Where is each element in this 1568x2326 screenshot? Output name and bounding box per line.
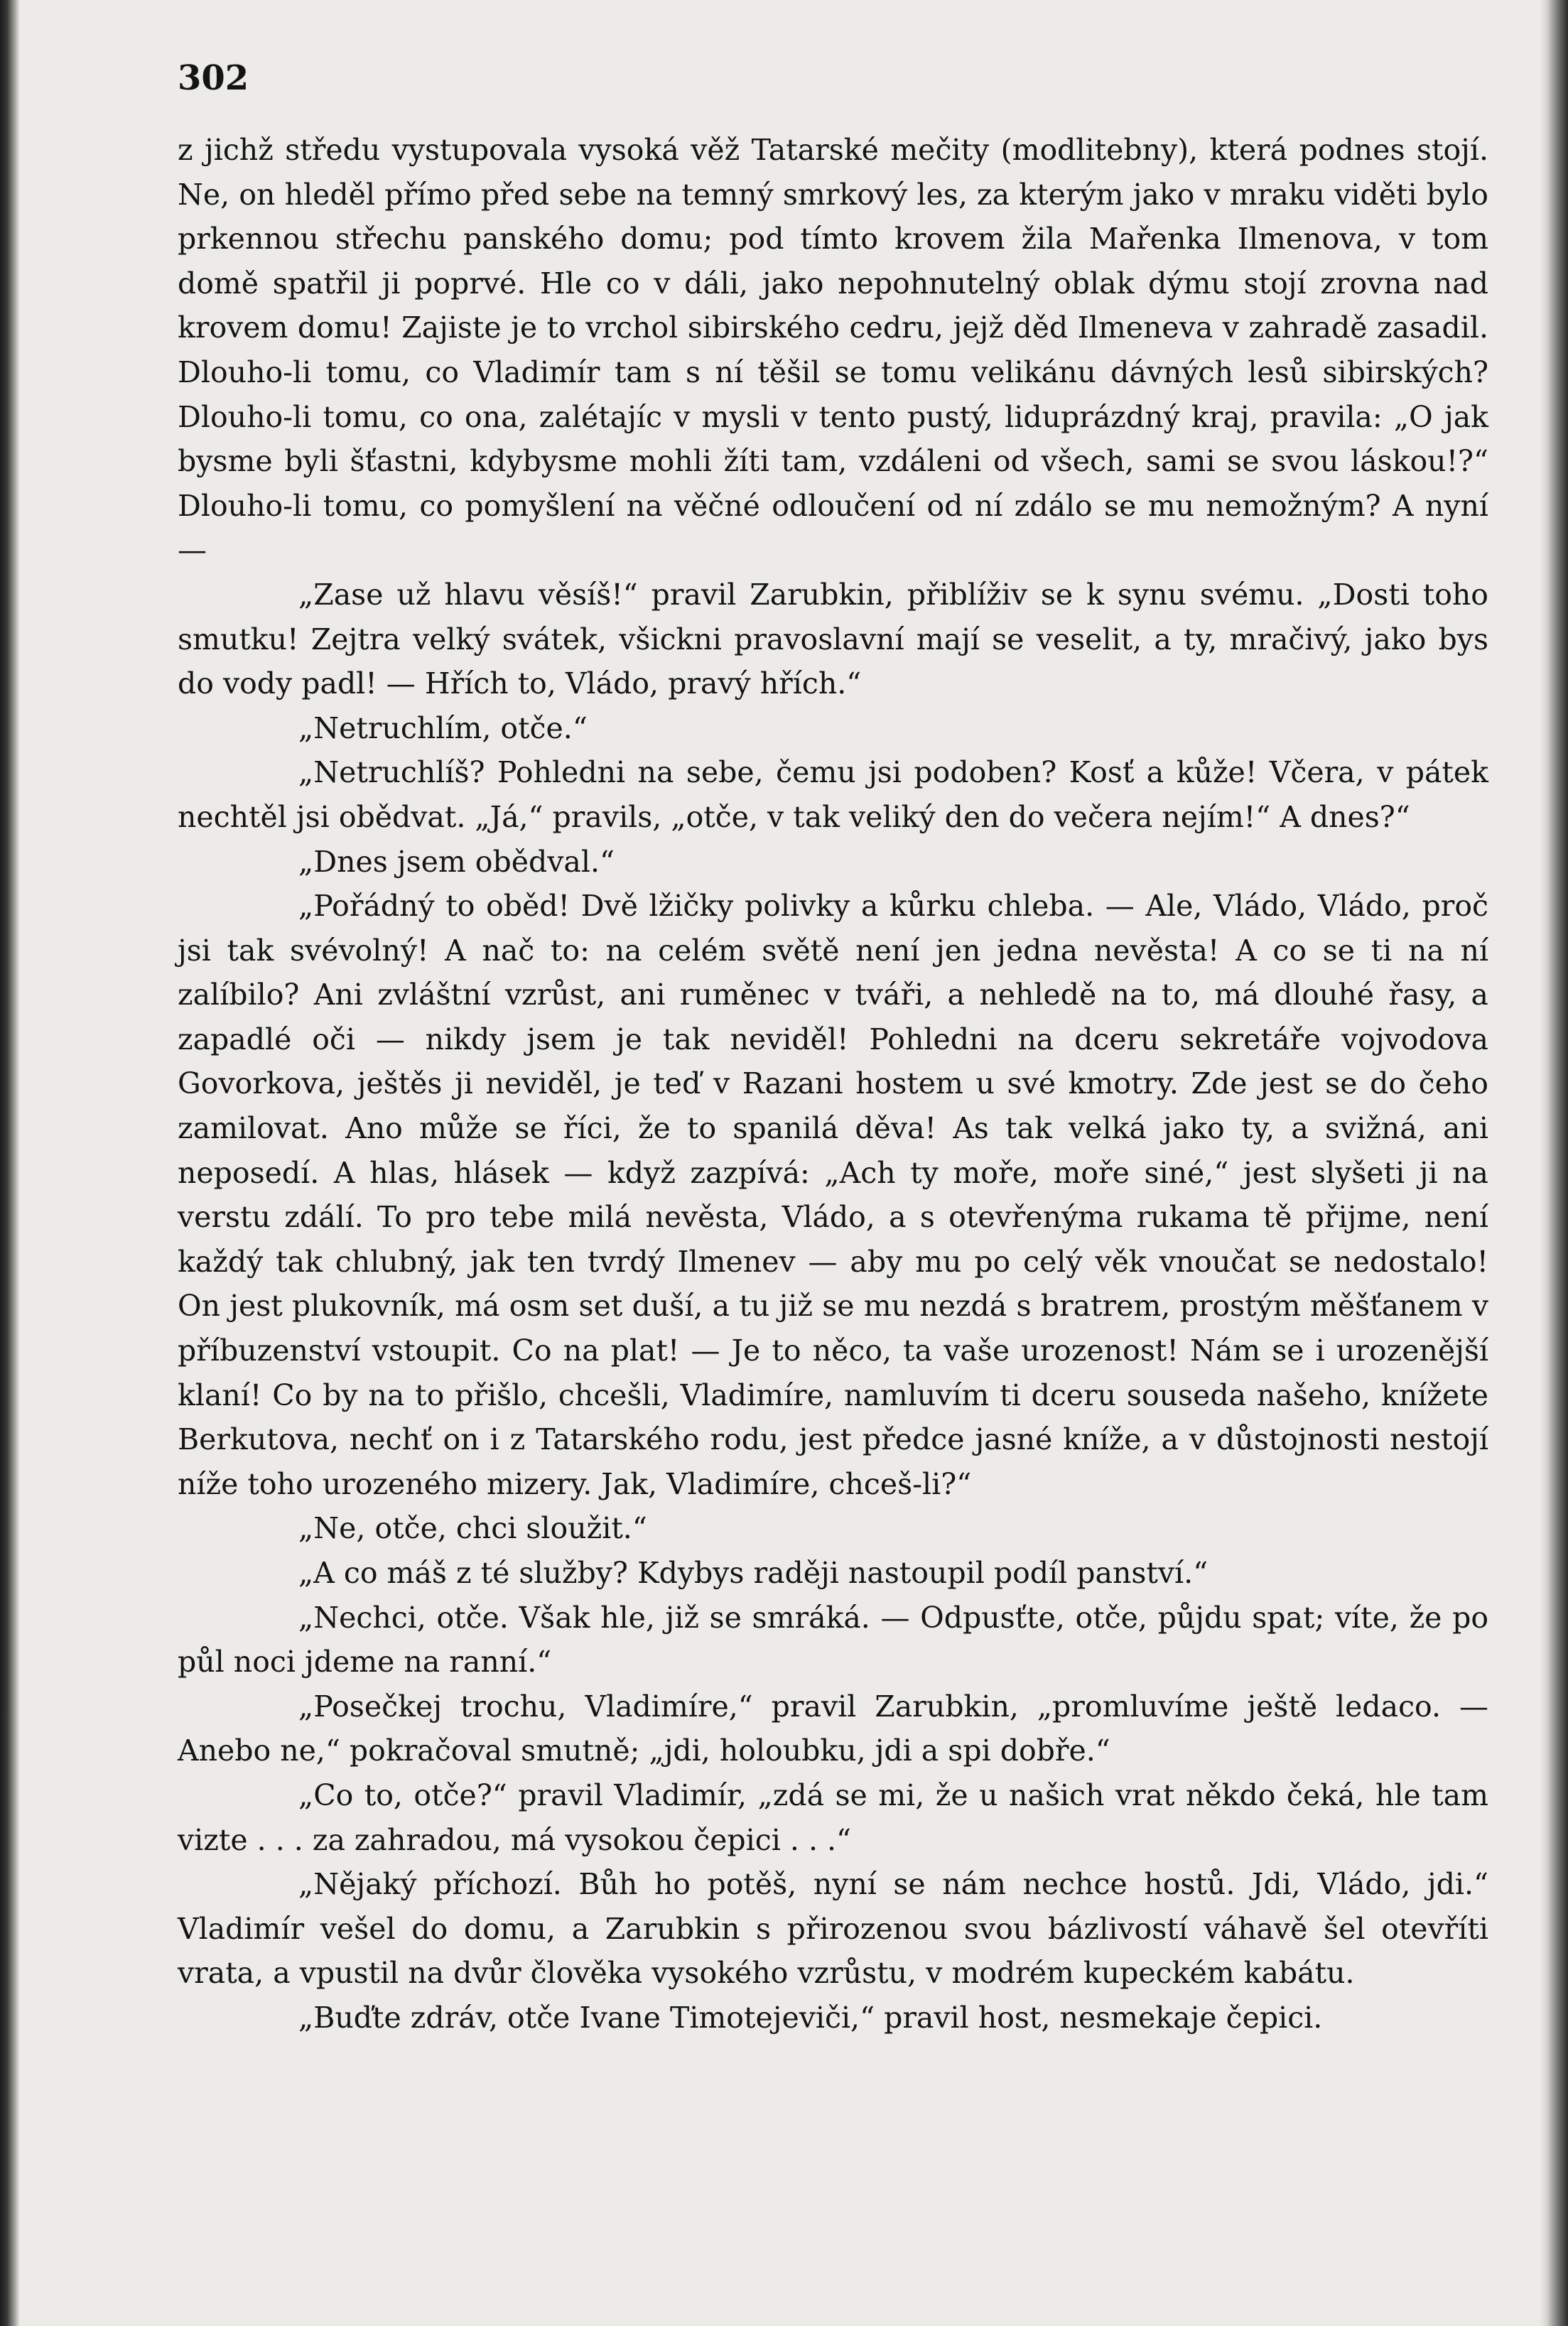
body-text	[178, 128, 1488, 2040]
paragraph: „Netruchlíš? Pohledni na sebe, čemu jsi podoben? Kosť a kůže! Včera, v pátek nechtěl jsi obědvat. „Já,“ pravils, „otče, v tak veliký den do večera nejím!“ A dnes?“	[178, 755, 1488, 834]
paragraph: „Pořádný to oběd! Dvě lžičky polivky a kůrku chleba. — Ale, Vládo, Vládo, proč jsi tak svévolný! A nač to: na celém světě není jen jedna nevěsta! A co se ti na ní zalíbilo? Ani zvláštní vzrůst, ani ruměnec v tváři, a nehledě na to, má dlouhé řasy, a zapadlé oči — nikdy jsem je tak neviděl! Pohledni na dceru sekretáře vojvodova Govorkova, ještěs ji neviděl, je teď v Razani hostem u své kmotry. Zde jest se do čeho zamilovat. Ano může se říci, že to spanilá děva! As tak velká jako ty, a svižná, ani neposedí. A hlas, hlásek — když zazpívá: „Ach ty moře, moře siné,“ jest slyšeti ji na verstu zdálí. To pro tebe milá nevěsta, Vládo, a s otevřenýma rukama tě přijme, není každý tak chlubný, jak ten tvrdý Ilmenev — aby mu po celý věk vnoučat se nedostalo! On jest plukovník, má osm set duší, a tu již se mu nezdá s bratrem, prostým měšťanem v příbuzenství vstoupit. Co na plat! — Je to něco, ta vaše urozenost! Nám se i urozenější klaní! Co by na to přišlo, chcešli, Vladimíre, namluvím ti dceru souseda našeho, knížete Berkutova, nechť on i z Tatarského rodu, jest předce jasné kníže, a v důstojnosti nestojí níže toho urozeného mizery. Jak, Vladimíre, chceš-li?“	[178, 889, 1488, 1501]
paragraph: z jichž středu vystupovala vysoká věž Tatarské mečity (modlitebny), která podnes stojí. Ne, on hleděl přímo před sebe na temný smrkový les, za kterým jako v mraku viděti bylo prkennou střechu panského domu; pod tímto krovem žila Mařenka Ilmenova, v tom domě spatřil ji poprvé. Hle co v dáli, jako nepohnutelný oblak dýmu stojí zrovna nad krovem domu! Zajiste je to vrchol sibirského cedru, jejž děd Ilmeneva v zahradě zasadil. Dlouho-li tomu, co Vladimír tam s ní těšil se tomu velikánu dávných lesů sibirských? Dlouho-li tomu, co ona, zalétajíc v mysli v tento pustý, liduprázdný kraj, pravila: „O jak bysme byli šťastni, kdybysme mohli žíti tam, vzdáleni od všech, sami se svou láskou!?“ Dlouho-li tomu, co pomyšlení na věčné odloučení od ní zdálo se mu nemožným? A nyní —	[178, 133, 1488, 568]
paragraph: „Zase už hlavu věsíš!“ pravil Zarubkin, přiblíživ se k synu svému. „Dosti toho smutku! Zejtra velký svátek, všickni pravoslavní mají se veselit, a ty, mračivý, jako bys do vody padl! — Hřích to, Vládo, pravý hřích.“	[178, 577, 1488, 701]
paragraph: „Dnes jsem obědval.“	[298, 844, 615, 879]
paragraph: „Nějaký příchozí. Bůh ho potěš, nyní se nám nechce hostů. Jdi, Vládo, jdi.“ Vladimír vešel do domu, a Zarubkin s přirozenou svou bázlivostí váhavě šel otevříti vrata, a vpustil na dvůr člověka vysokého vzrůstu, v modrém kupeckém kabátu.	[178, 1867, 1488, 1991]
paragraph: „Co to, otče?“ pravil Vladimír, „zdá se mi, že u našich vrat někdo čeká, hle tam vizte . . . za zahradou, má vysokou čepici . . .“	[178, 1778, 1488, 1857]
book-page	[178, 57, 1488, 2288]
paragraph: „Nechci, otče. Však hle, již se smráká. — Odpusťte, otče, půjdu spat; víte, že po půl noci jdeme na ranní.“	[178, 1600, 1488, 1679]
paragraph: „Netruchlím, otče.“	[298, 710, 588, 745]
scan-left-edge	[0, 0, 20, 2326]
paragraph: „A co máš z té služby? Kdybys raději nastoupil podíl panství.“	[298, 1556, 1209, 1590]
page-number: 302	[178, 58, 249, 98]
paragraph: „Buďte zdráv, otče Ivane Timotejeviči,“ pravil host, nesmekaje čepici.	[298, 2000, 1323, 2035]
paragraph: „Posečkej trochu, Vladimíre,“ pravil Zarubkin, „promluvíme ještě ledaco. — Anebo ne,“ pokračoval smutně; „jdi, holoubku, jdi a spi dobře.“	[178, 1689, 1488, 1768]
paragraph: „Ne, otče, chci sloužit.“	[298, 1511, 647, 1546]
scan-right-edge	[1540, 0, 1568, 2326]
